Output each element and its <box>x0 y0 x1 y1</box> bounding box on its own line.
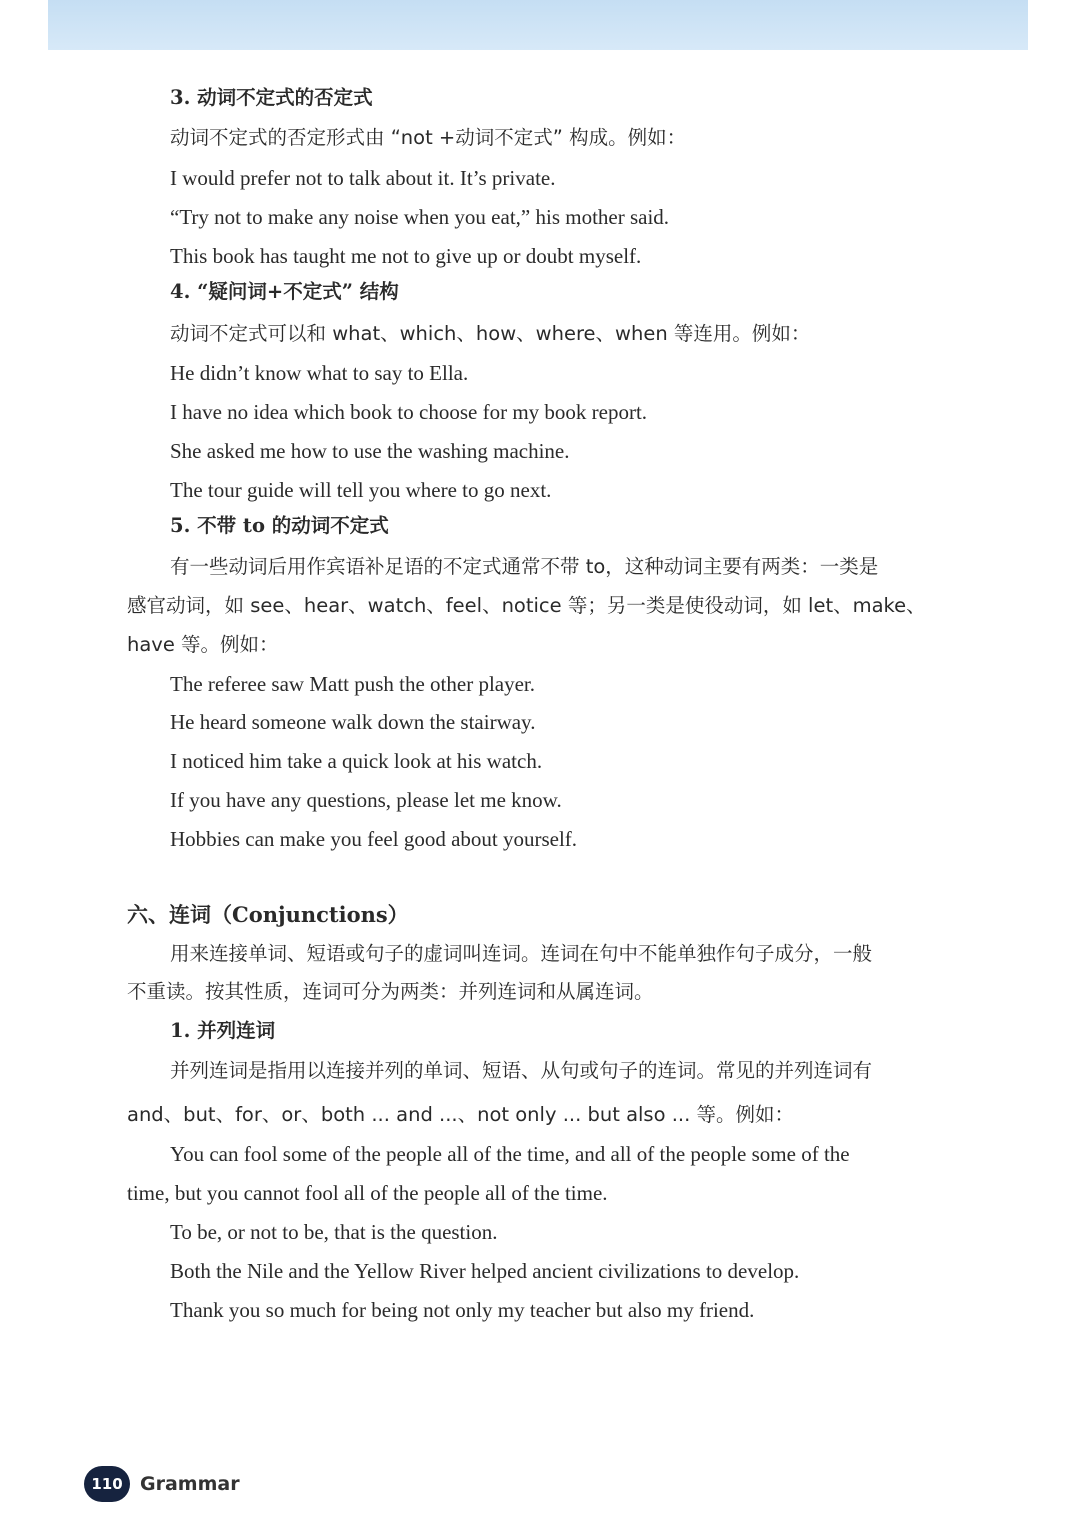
example-sentence: He heard someone walk down the stairway. <box>170 710 536 734</box>
paragraph-line: and、but、for、or、both ... and ...、not only ... but also ... 等。例如： <box>127 1103 795 1126</box>
example-sentence: You can fool some of the people all of the time, and all of the people some of the <box>170 1142 850 1166</box>
paragraph-line: 用来连接单词、短语或句子的虚词叫连词。连词在句中不能单独作句子成分，一般 <box>170 942 873 965</box>
paragraph-line: 有一些动词后用作宾语补足语的不定式通常不带 to，这种动词主要有两类：一类是 <box>170 555 879 578</box>
example-sentence: This book has taught me not to give up or doubt myself. <box>170 244 642 268</box>
example-sentence: If you have any questions, please let me know. <box>170 788 562 812</box>
paragraph-line: 动词不定式的否定形式由 “not +动词不定式” 构成。例如： <box>170 126 687 149</box>
example-sentence: I would prefer not to talk about it. It’s private. <box>170 166 556 190</box>
example-sentence: The referee saw Matt push the other player. <box>170 672 536 696</box>
paragraph-line: 感官动词，如 see、hear、watch、feel、notice 等；另一类是使役动词，如 let、make、 <box>127 594 926 617</box>
paragraph-line: 不重读。按其性质，连词可分为两类：并列连词和从属连词。 <box>127 980 654 1003</box>
example-sentence: Both the Nile and the Yellow River helped ancient civilizations to develop. <box>170 1259 800 1283</box>
example-sentence: The tour guide will tell you where to go next. <box>170 478 552 502</box>
paragraph-line: 动词不定式可以和 what、which、how、where、when 等连用。例如： <box>170 322 811 345</box>
subheading-question-word-infinitive: 4. “疑问词+不定式” 结构 <box>170 280 399 303</box>
example-sentence: I have no idea which book to choose for my book report. <box>170 400 648 424</box>
example-sentence: time, but you cannot fool all of the people all of the time. <box>127 1181 608 1205</box>
example-sentence: To be, or not to be, that is the question. <box>170 1220 498 1244</box>
subheading-infinitive-negative: 3. 动词不定式的否定式 <box>170 86 373 109</box>
section-heading-conjunctions: 六、连词（Conjunctions） <box>127 902 409 927</box>
paragraph-line: have 等。例如： <box>127 633 279 656</box>
example-sentence: Thank you so much for being not only my teacher but also my friend. <box>170 1298 755 1322</box>
example-sentence: I noticed him take a quick look at his watch. <box>170 749 543 773</box>
subheading-coordinating-conjunctions: 1. 并列连词 <box>170 1019 276 1042</box>
subheading-bare-infinitive: 5. 不带 to 的动词不定式 <box>170 514 389 537</box>
footer-title: Grammar <box>140 1473 240 1495</box>
paragraph-line: 并列连词是指用以连接并列的单词、短语、从句或句子的连词。常见的并列连词有 <box>170 1059 873 1082</box>
page-footer <box>84 1466 240 1502</box>
example-sentence: He didn’t know what to say to Ella. <box>170 361 469 385</box>
example-sentence: “Try not to make any noise when you eat,” his mother said. <box>170 205 670 229</box>
example-sentence: Hobbies can make you feel good about yourself. <box>170 827 578 851</box>
page-number-badge: 110 <box>84 1466 130 1502</box>
example-sentence: She asked me how to use the washing machine. <box>170 439 570 463</box>
top-header-band <box>48 0 1028 50</box>
